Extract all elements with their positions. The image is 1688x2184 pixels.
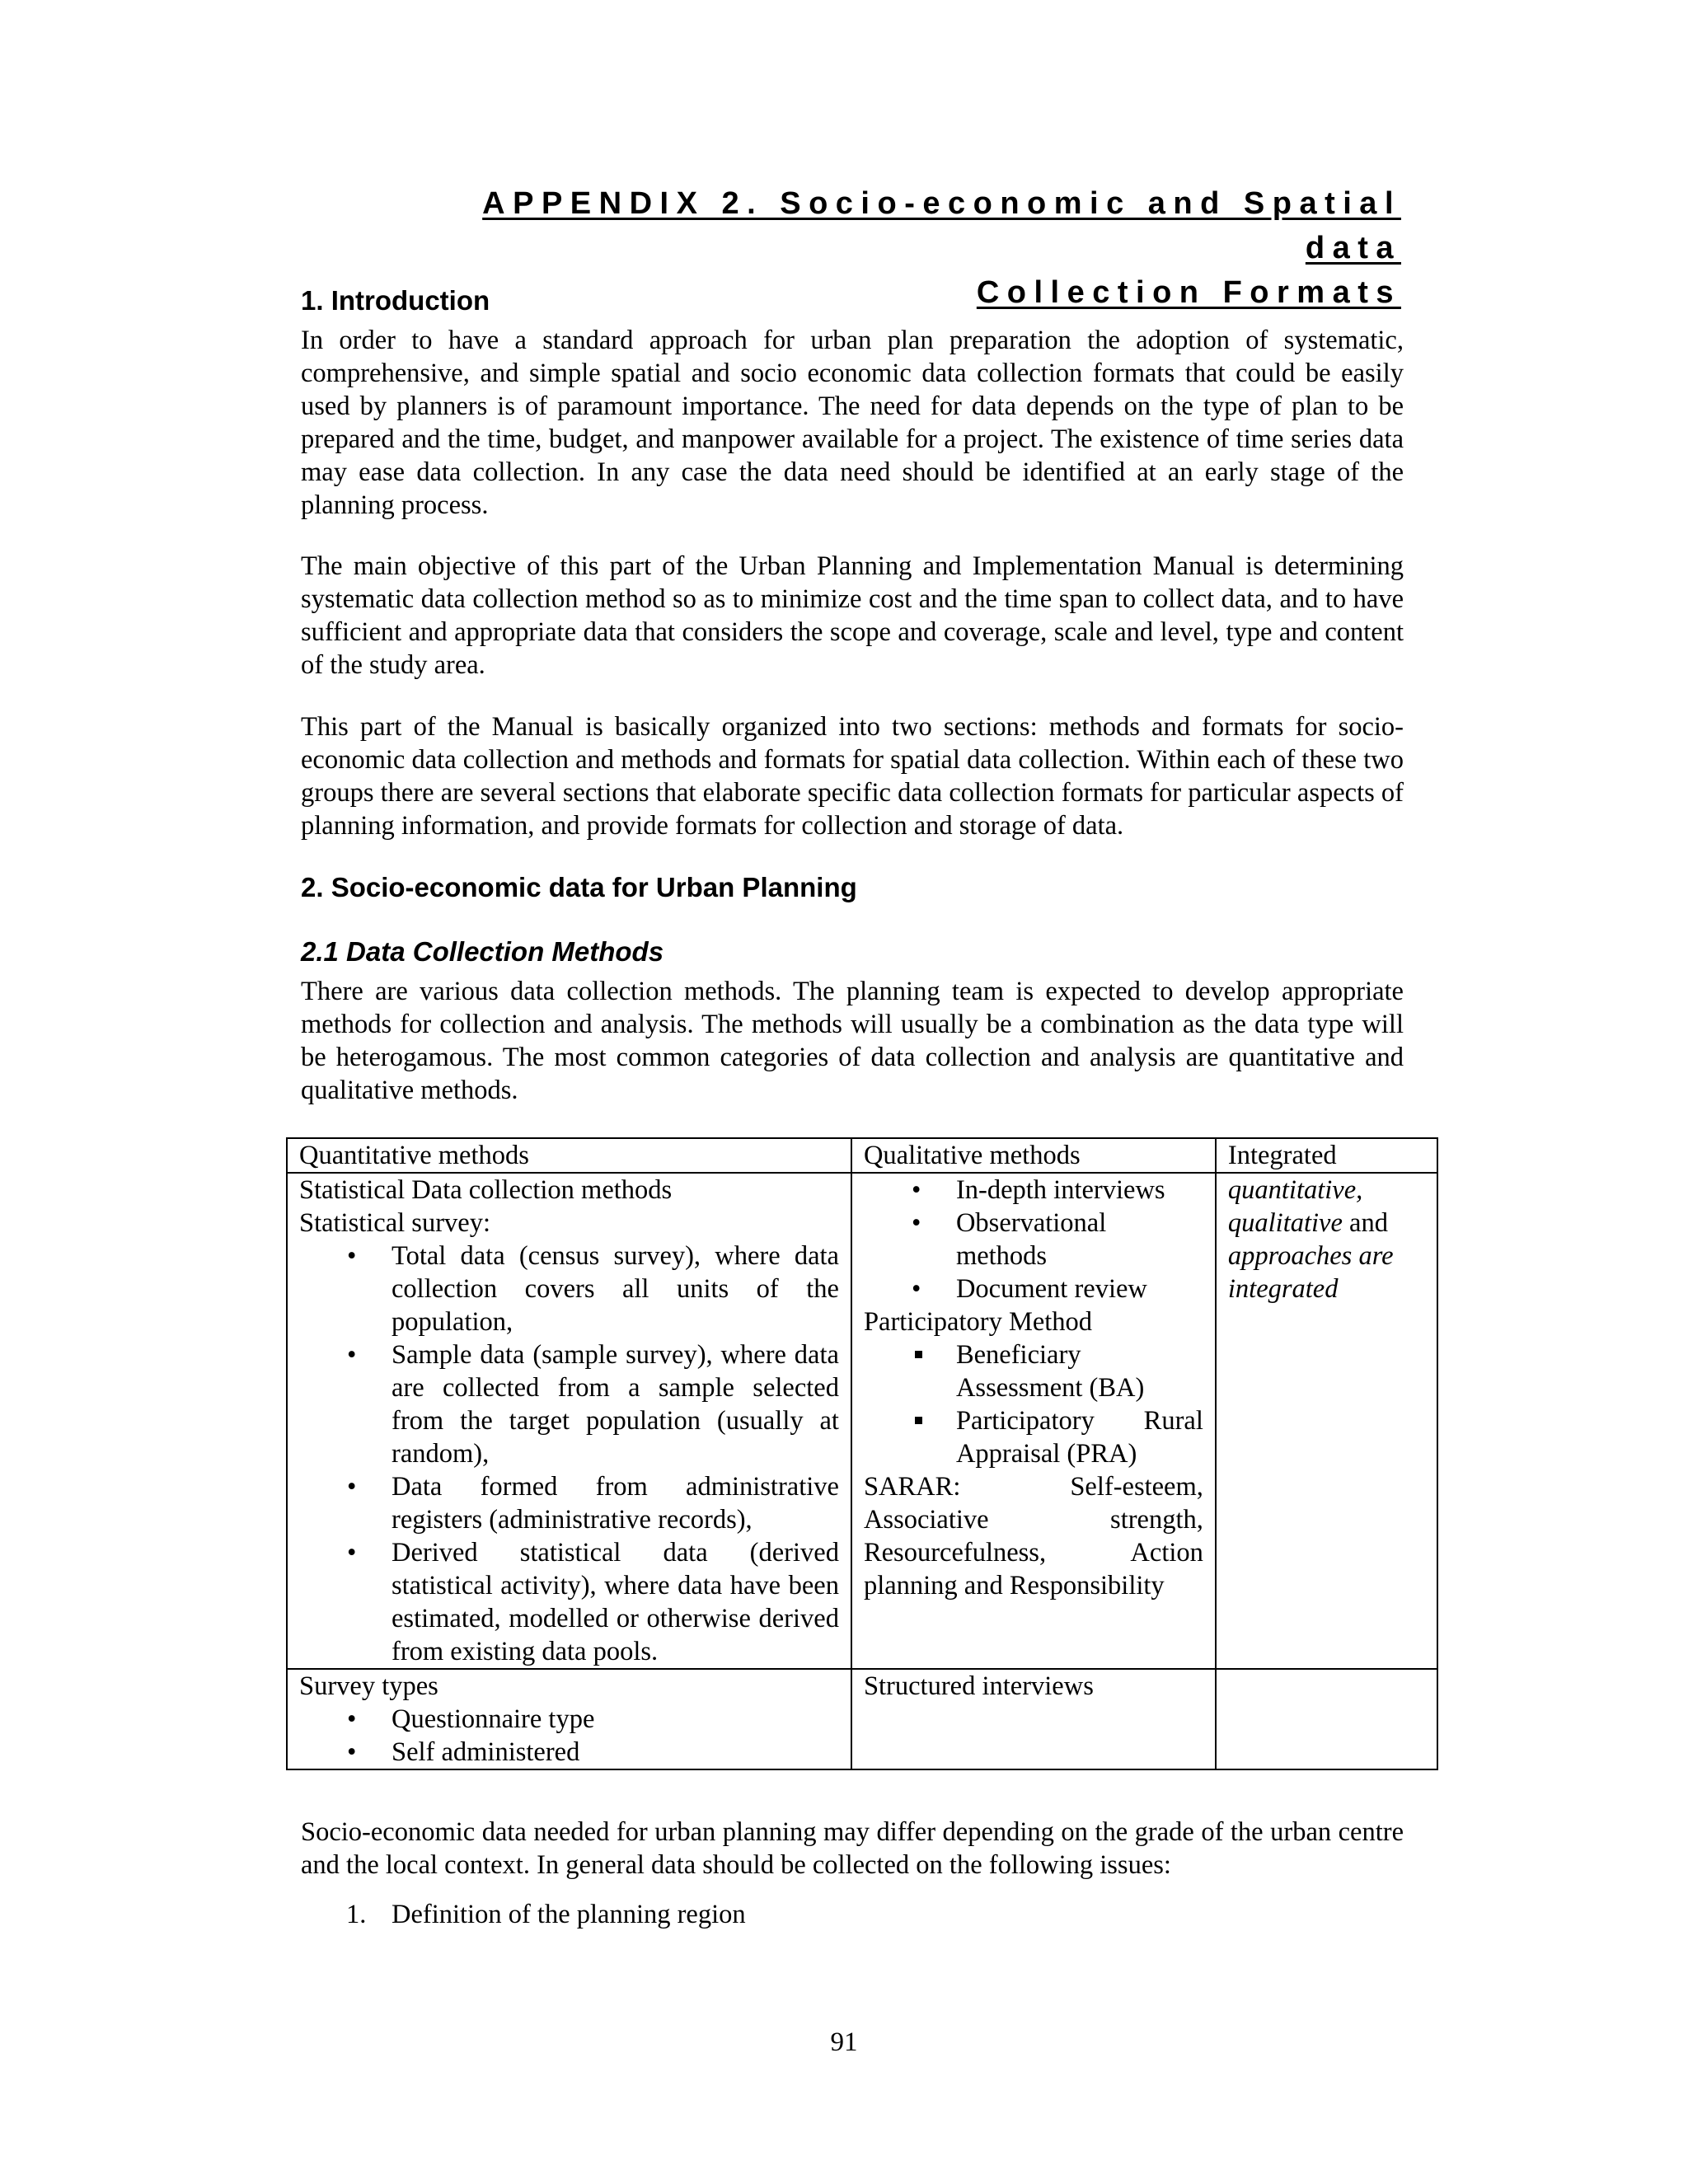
list-item-number: 1. bbox=[346, 1900, 367, 1929]
list-item-text: Definition of the planning region bbox=[392, 1900, 746, 1929]
page-number: 91 bbox=[830, 2027, 858, 2057]
methods-table bbox=[286, 1137, 1438, 1770]
methods-intro-paragraph: There are various data collection methods. The planning team is expected to develop appropriate methods for collection and analysis. The methods will usually be a combination as the data type will be heterogamous. The most common categories of data collection and analysis are quantitative and qualitative methods. bbox=[301, 977, 1404, 1105]
integrated-text-plain: and bbox=[1349, 1208, 1388, 1238]
closing-paragraph: Socio-economic data needed for urban planning may differ depending on the grade of the urban centre and the local context. In general data should be collected on the following issues: bbox=[301, 1817, 1404, 1880]
list-item: • Questionnaire type bbox=[299, 1703, 839, 1736]
numbered-list bbox=[346, 1898, 746, 1931]
list-item bbox=[346, 1898, 746, 1931]
survey-types-list bbox=[299, 1703, 839, 1769]
statistical-collection-label: Statistical Data collection methods bbox=[299, 1175, 673, 1205]
qualitative-bullet-list bbox=[864, 1174, 1203, 1305]
intro-paragraph-1: In order to have a standard approach for urban plan preparation the adoption of systematic, comprehensive, and simple spatial and socio economic data collection formats that could be easily used by planners is of paramount importance. The need for data depends on the type of plan to be prepared and the time, budget, and manpower available for a project. The existence of time series data may ease data collection. In any case the data need should be identified at an early stage of the planning process. bbox=[301, 326, 1404, 520]
intro-paragraph-2: The main objective of this part of the Urban Planning and Implementation Manual is determining systematic data collection method so as to minimize cost and the time span to collect data, and to have sufficient and appropriate data that considers the scope and coverage, scale and level, type and content of the study area. bbox=[301, 551, 1404, 680]
statistical-survey-label: Statistical survey: bbox=[299, 1208, 490, 1238]
subsection-heading-data-collection-methods: 2.1 Data Collection Methods bbox=[301, 936, 664, 967]
list-item: • Document review bbox=[864, 1272, 1203, 1305]
intro-paragraph-3: This part of the Manual is basically organized into two sections: methods and formats for socio-economic data collection and methods and formats for spatial data collection. Within each of these two groups there are several sections that elaborate specific data collection formats for particular aspects of planning information, and provide formats for collection and storage of data. bbox=[301, 712, 1404, 841]
list-item: • Observational methods bbox=[864, 1207, 1203, 1272]
header-integrated: Integrated bbox=[1216, 1138, 1437, 1173]
sarar-description: SARAR: Self-esteem, Associative strength, Resourcefulness, Action planning and Responsibility bbox=[863, 1472, 1203, 1601]
participatory-square-list bbox=[864, 1338, 1203, 1470]
list-item: • Derived statistical data (derived statistical activity), where data have been estimated, modelled or otherwise derived from existing data pools. bbox=[299, 1536, 839, 1668]
list-item: Beneficiary Assessment (BA) bbox=[864, 1338, 1203, 1404]
cell-integrated bbox=[1216, 1173, 1437, 1669]
survey-types-label: Survey types bbox=[299, 1671, 438, 1701]
cell-integrated-empty bbox=[1216, 1669, 1437, 1769]
list-item: • In-depth interviews bbox=[864, 1174, 1203, 1207]
header-quantitative: Quantitative methods bbox=[287, 1138, 851, 1173]
cell-survey-types bbox=[287, 1669, 851, 1769]
list-item: • Self administered bbox=[299, 1736, 839, 1769]
list-item: • Total data (census survey), where data collection covers all units of the population, bbox=[299, 1240, 839, 1338]
appendix-title-line-2: Collection Formats bbox=[976, 275, 1401, 310]
participatory-method-label: Participatory Method bbox=[863, 1307, 1093, 1337]
cell-structured-interviews: Structured interviews bbox=[851, 1669, 1216, 1769]
cell-qualitative-methods bbox=[851, 1173, 1216, 1669]
section-heading-socio-economic: 2. Socio-economic data for Urban Planning bbox=[301, 872, 857, 902]
quantitative-bullet-list bbox=[299, 1240, 839, 1668]
table-row bbox=[287, 1173, 1437, 1669]
appendix-title bbox=[412, 181, 1401, 315]
integrated-text-italic-1: quantitative, qualitative bbox=[1227, 1175, 1363, 1238]
appendix-title-line-1: APPENDIX 2. Socio-economic and Spatial data bbox=[482, 186, 1401, 265]
table-header-row bbox=[287, 1138, 1437, 1173]
section-heading-introduction: 1. Introduction bbox=[301, 285, 490, 316]
list-item: Participatory Rural Appraisal (PRA) bbox=[864, 1404, 1203, 1470]
cell-quantitative-methods bbox=[287, 1173, 851, 1669]
integrated-text-italic-2: approaches are integrated bbox=[1227, 1241, 1394, 1304]
header-qualitative: Qualitative methods bbox=[851, 1138, 1216, 1173]
table-row bbox=[287, 1669, 1437, 1769]
list-item: • Data formed from administrative registers (administrative records), bbox=[299, 1470, 839, 1536]
list-item: • Sample data (sample survey), where data are collected from a sample selected from the target population (usually at random), bbox=[299, 1338, 839, 1470]
